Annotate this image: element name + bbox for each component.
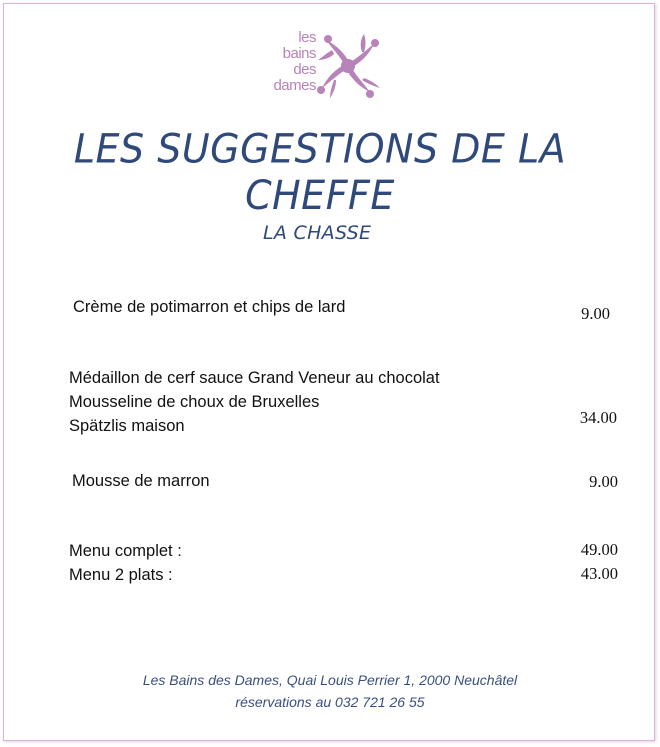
section-subtitle: LA CHASSE	[263, 222, 372, 244]
menu-item-line: Médaillon de cerf sauce Grand Veneur au chocolat	[69, 369, 440, 387]
menu-item-main	[69, 366, 440, 438]
footer-reservations: réservations au 032 721 26 55	[235, 694, 425, 710]
menu-item-line: Mousseline de choux de Bruxelles	[69, 393, 320, 411]
logo-line-4: dames	[273, 77, 316, 94]
logo-line-2: bains	[282, 45, 316, 62]
page-title: LES SUGGESTIONS DE LA CHEFFE	[73, 125, 567, 219]
formula-complete-price: 49.00	[580, 540, 618, 559]
menu-item-line: Crème de potimarron et chips de lard	[73, 298, 346, 316]
menu-item-price: 9.00	[581, 304, 610, 323]
footer-address: Les Bains des Dames, Quai Louis Perrier 1, 2000 Neuchâtel	[142, 672, 518, 688]
menu-item-starter	[73, 295, 345, 319]
logo-line-3: des	[293, 61, 316, 78]
menu-item-dessert	[72, 469, 210, 493]
menu-item-line: Spätzlis maison	[69, 417, 185, 435]
logo	[254, 30, 389, 105]
menu-item-price: 34.00	[579, 408, 617, 427]
menu-item-price: 9.00	[589, 472, 618, 491]
formula-two-courses-price: 43.00	[580, 564, 618, 583]
swirling-figures-logo-icon	[312, 30, 387, 102]
footer	[0, 669, 660, 713]
formula-two-courses: Menu 2 plats :	[69, 566, 173, 584]
logo-wordmark	[254, 30, 316, 94]
menu-item-line: Mousse de marron	[72, 472, 210, 490]
logo-line-1: les	[298, 29, 316, 46]
formula-complete: Menu complet :	[69, 542, 182, 560]
